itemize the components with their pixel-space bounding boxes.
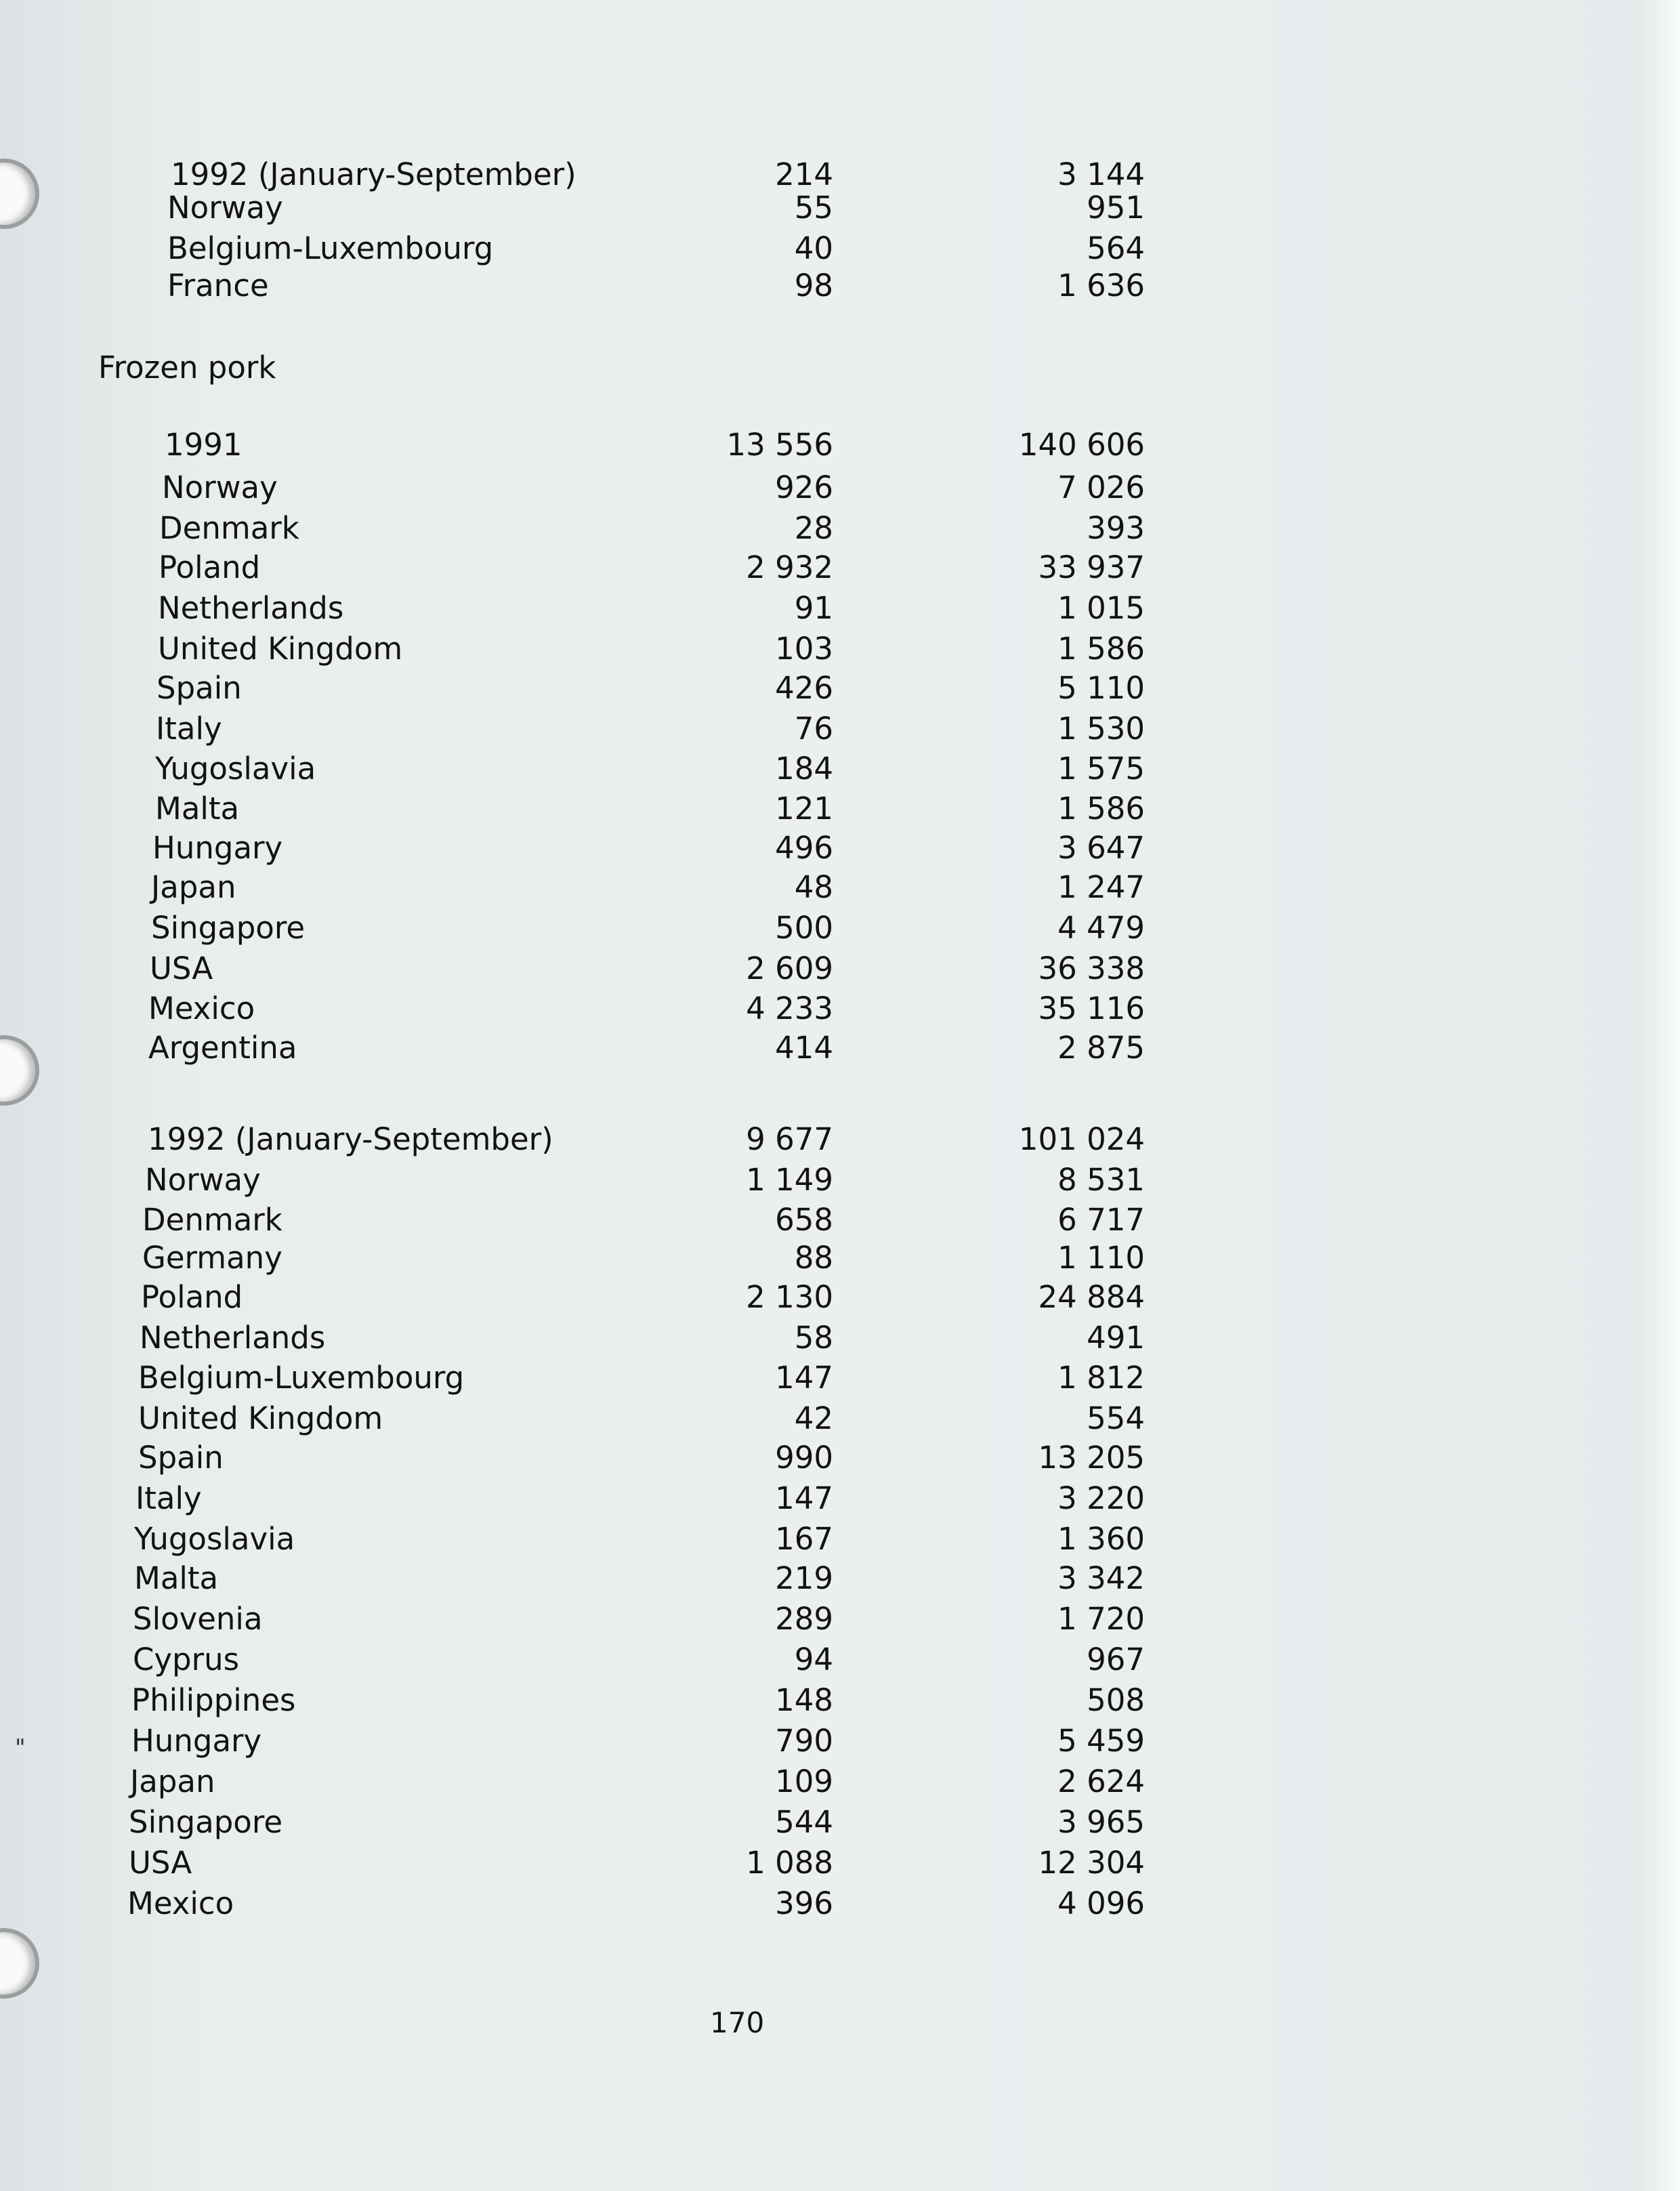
row-value-1: 121 — [775, 791, 833, 827]
row-value-2: 36 338 — [1038, 951, 1145, 986]
row-label: Netherlands — [140, 1320, 326, 1356]
table-row — [0, 188, 1680, 228]
row-value-1: 167 — [775, 1521, 833, 1557]
period-total-row — [0, 425, 1680, 465]
table-row — [0, 467, 1680, 508]
row-value-2: 1 015 — [1057, 590, 1145, 626]
row-value-1: 926 — [775, 470, 833, 505]
row-label: Malta — [155, 791, 240, 827]
row-value-1: 98 — [794, 268, 833, 304]
table-row — [0, 988, 1680, 1029]
row-label: Denmark — [142, 1202, 282, 1238]
table-row — [0, 709, 1680, 749]
table-row — [0, 508, 1680, 549]
row-value-1: 414 — [775, 1030, 833, 1066]
table-row — [0, 948, 1680, 989]
table-row — [0, 668, 1680, 709]
row-value-2: 24 884 — [1038, 1279, 1145, 1315]
row-value-1: 48 — [794, 869, 833, 905]
row-value-2: 2 624 — [1057, 1764, 1145, 1799]
row-value-1: 88 — [794, 1240, 833, 1276]
row-label: Belgium-Luxembourg — [167, 230, 494, 266]
row-label: USA — [150, 951, 213, 986]
row-value-1: 790 — [775, 1723, 833, 1759]
row-value-1: 147 — [775, 1360, 833, 1396]
binder-hole-bottom — [0, 1928, 39, 1999]
table-row — [0, 1318, 1680, 1358]
row-value-1: 2 932 — [746, 549, 833, 585]
table-row — [0, 1843, 1680, 1883]
row-label: Hungary — [131, 1723, 262, 1759]
table-row — [0, 629, 1680, 669]
row-label: Yugoslavia — [134, 1521, 295, 1557]
table-row — [0, 1558, 1680, 1599]
row-value-1: 13 556 — [726, 427, 833, 463]
row-value-1: 396 — [775, 1885, 833, 1921]
row-label: Italy — [135, 1480, 202, 1516]
row-label: 1991 — [165, 427, 243, 463]
row-value-1: 91 — [794, 590, 833, 626]
row-label: Slovenia — [133, 1601, 263, 1637]
row-value-1: 147 — [775, 1480, 833, 1516]
table-row — [0, 1358, 1680, 1398]
row-value-1: 55 — [794, 190, 833, 226]
table-row — [0, 547, 1680, 588]
row-label: Belgium-Luxembourg — [138, 1360, 465, 1396]
table-row — [0, 908, 1680, 948]
row-value-1: 42 — [794, 1400, 833, 1436]
table-row — [0, 1398, 1680, 1439]
table-row — [0, 588, 1680, 629]
row-value-2: 1 812 — [1057, 1360, 1145, 1396]
row-value-2: 951 — [1087, 190, 1145, 226]
table-row — [0, 228, 1680, 269]
row-value-1: 426 — [775, 670, 833, 706]
row-value-1: 1 149 — [746, 1162, 833, 1198]
row-label: Japan — [151, 869, 236, 905]
row-label: Japan — [130, 1764, 215, 1799]
row-value-2: 3 342 — [1057, 1560, 1145, 1596]
row-value-1: 28 — [794, 510, 833, 546]
table-row — [0, 1802, 1680, 1843]
table-row — [0, 1478, 1680, 1519]
table-row — [0, 1761, 1680, 1802]
table-row — [0, 1721, 1680, 1761]
row-value-1: 544 — [775, 1804, 833, 1840]
row-value-1: 184 — [775, 751, 833, 787]
row-label: Norway — [145, 1162, 261, 1198]
row-value-1: 4 233 — [746, 990, 833, 1026]
table-row — [0, 789, 1680, 829]
row-value-1: 58 — [794, 1320, 833, 1356]
row-value-1: 219 — [775, 1560, 833, 1596]
row-value-2: 4 096 — [1057, 1885, 1145, 1921]
row-value-1: 40 — [794, 230, 833, 266]
row-value-1: 496 — [775, 830, 833, 866]
table-row — [0, 1438, 1680, 1478]
table-row — [0, 1883, 1680, 1924]
row-label: Singapore — [129, 1804, 283, 1840]
table-row — [0, 1277, 1680, 1318]
row-value-1: 148 — [775, 1682, 833, 1718]
row-value-2: 3 647 — [1057, 830, 1145, 866]
row-value-1: 2 609 — [746, 951, 833, 986]
table-row — [0, 1028, 1680, 1068]
row-label: Singapore — [151, 910, 306, 946]
period-total-row — [0, 1119, 1680, 1160]
row-label: Spain — [138, 1440, 224, 1476]
row-label: Hungary — [152, 830, 283, 866]
row-value-2: 33 937 — [1038, 549, 1145, 585]
row-value-1: 76 — [794, 711, 833, 747]
row-value-1: 990 — [775, 1440, 833, 1476]
row-value-2: 3 144 — [1057, 156, 1145, 192]
row-value-2: 4 479 — [1057, 910, 1145, 946]
row-label: United Kingdom — [138, 1400, 383, 1436]
row-label: Mexico — [148, 990, 255, 1026]
row-label: Netherlands — [158, 590, 344, 626]
row-value-1: 2 130 — [746, 1279, 833, 1315]
row-value-2: 554 — [1087, 1400, 1145, 1436]
table-row — [0, 266, 1680, 306]
row-value-2: 8 531 — [1057, 1162, 1145, 1198]
row-label: 1992 (January-September) — [148, 1121, 553, 1157]
table-row — [0, 749, 1680, 789]
row-value-2: 6 717 — [1057, 1202, 1145, 1238]
row-value-1: 214 — [775, 156, 833, 192]
row-label: Italy — [156, 711, 222, 747]
row-label: Philippines — [131, 1682, 296, 1718]
row-value-2: 1 575 — [1057, 751, 1145, 787]
row-value-2: 1 720 — [1057, 1601, 1145, 1637]
row-label: Denmark — [159, 510, 299, 546]
row-value-2: 967 — [1087, 1642, 1145, 1677]
row-label: Cyprus — [133, 1642, 240, 1677]
row-label: Poland — [159, 549, 261, 585]
row-value-2: 393 — [1087, 510, 1145, 546]
table-row — [0, 1160, 1680, 1201]
table-row — [0, 1519, 1680, 1560]
row-label: Argentina — [148, 1030, 297, 1066]
table-row — [0, 1200, 1680, 1240]
row-value-1: 658 — [775, 1202, 833, 1238]
table-row — [0, 1238, 1680, 1278]
row-label: Germany — [142, 1240, 282, 1276]
row-label: France — [167, 268, 269, 304]
row-value-2: 1 586 — [1057, 631, 1145, 667]
row-value-1: 289 — [775, 1601, 833, 1637]
row-label: Poland — [141, 1279, 243, 1315]
table-row — [0, 867, 1680, 908]
table-row — [0, 1599, 1680, 1640]
row-value-1: 9 677 — [746, 1121, 833, 1157]
row-value-2: 35 116 — [1038, 990, 1145, 1026]
row-value-2: 140 606 — [1018, 427, 1145, 463]
row-label: Malta — [134, 1560, 219, 1596]
row-label: Spain — [156, 670, 242, 706]
row-label: Norway — [162, 470, 278, 505]
row-value-2: 101 024 — [1018, 1121, 1145, 1157]
row-value-2: 3 965 — [1057, 1804, 1145, 1840]
row-label: Mexico — [127, 1885, 234, 1921]
row-value-2: 491 — [1087, 1320, 1145, 1356]
row-value-2: 5 459 — [1057, 1723, 1145, 1759]
table-row — [0, 828, 1680, 869]
row-label: Norway — [167, 190, 283, 226]
row-value-1: 94 — [794, 1642, 833, 1677]
row-label: 1992 (January-September) — [171, 156, 576, 192]
row-value-2: 7 026 — [1057, 470, 1145, 505]
row-value-2: 1 636 — [1057, 268, 1145, 304]
table-row — [0, 1680, 1680, 1721]
row-value-2: 564 — [1087, 230, 1145, 266]
section-title-frozen-pork: Frozen pork — [98, 350, 276, 385]
row-label: Yugoslavia — [155, 751, 316, 787]
row-value-2: 1 360 — [1057, 1521, 1145, 1557]
margin-mark: " — [15, 1734, 26, 1761]
row-value-1: 500 — [775, 910, 833, 946]
row-value-2: 12 304 — [1038, 1845, 1145, 1881]
row-value-1: 109 — [775, 1764, 833, 1799]
page-number: 170 — [710, 2006, 765, 2039]
row-label: United Kingdom — [158, 631, 403, 667]
row-value-1: 1 088 — [746, 1845, 833, 1881]
row-value-2: 1 247 — [1057, 869, 1145, 905]
row-value-1: 103 — [775, 631, 833, 667]
row-value-2: 2 875 — [1057, 1030, 1145, 1066]
row-value-2: 1 530 — [1057, 711, 1145, 747]
table-row — [0, 1640, 1680, 1680]
row-label: USA — [129, 1845, 192, 1881]
row-value-2: 1 110 — [1057, 1240, 1145, 1276]
row-value-2: 13 205 — [1038, 1440, 1145, 1476]
row-value-2: 1 586 — [1057, 791, 1145, 827]
row-value-2: 508 — [1087, 1682, 1145, 1718]
row-value-2: 5 110 — [1057, 670, 1145, 706]
row-value-2: 3 220 — [1057, 1480, 1145, 1516]
